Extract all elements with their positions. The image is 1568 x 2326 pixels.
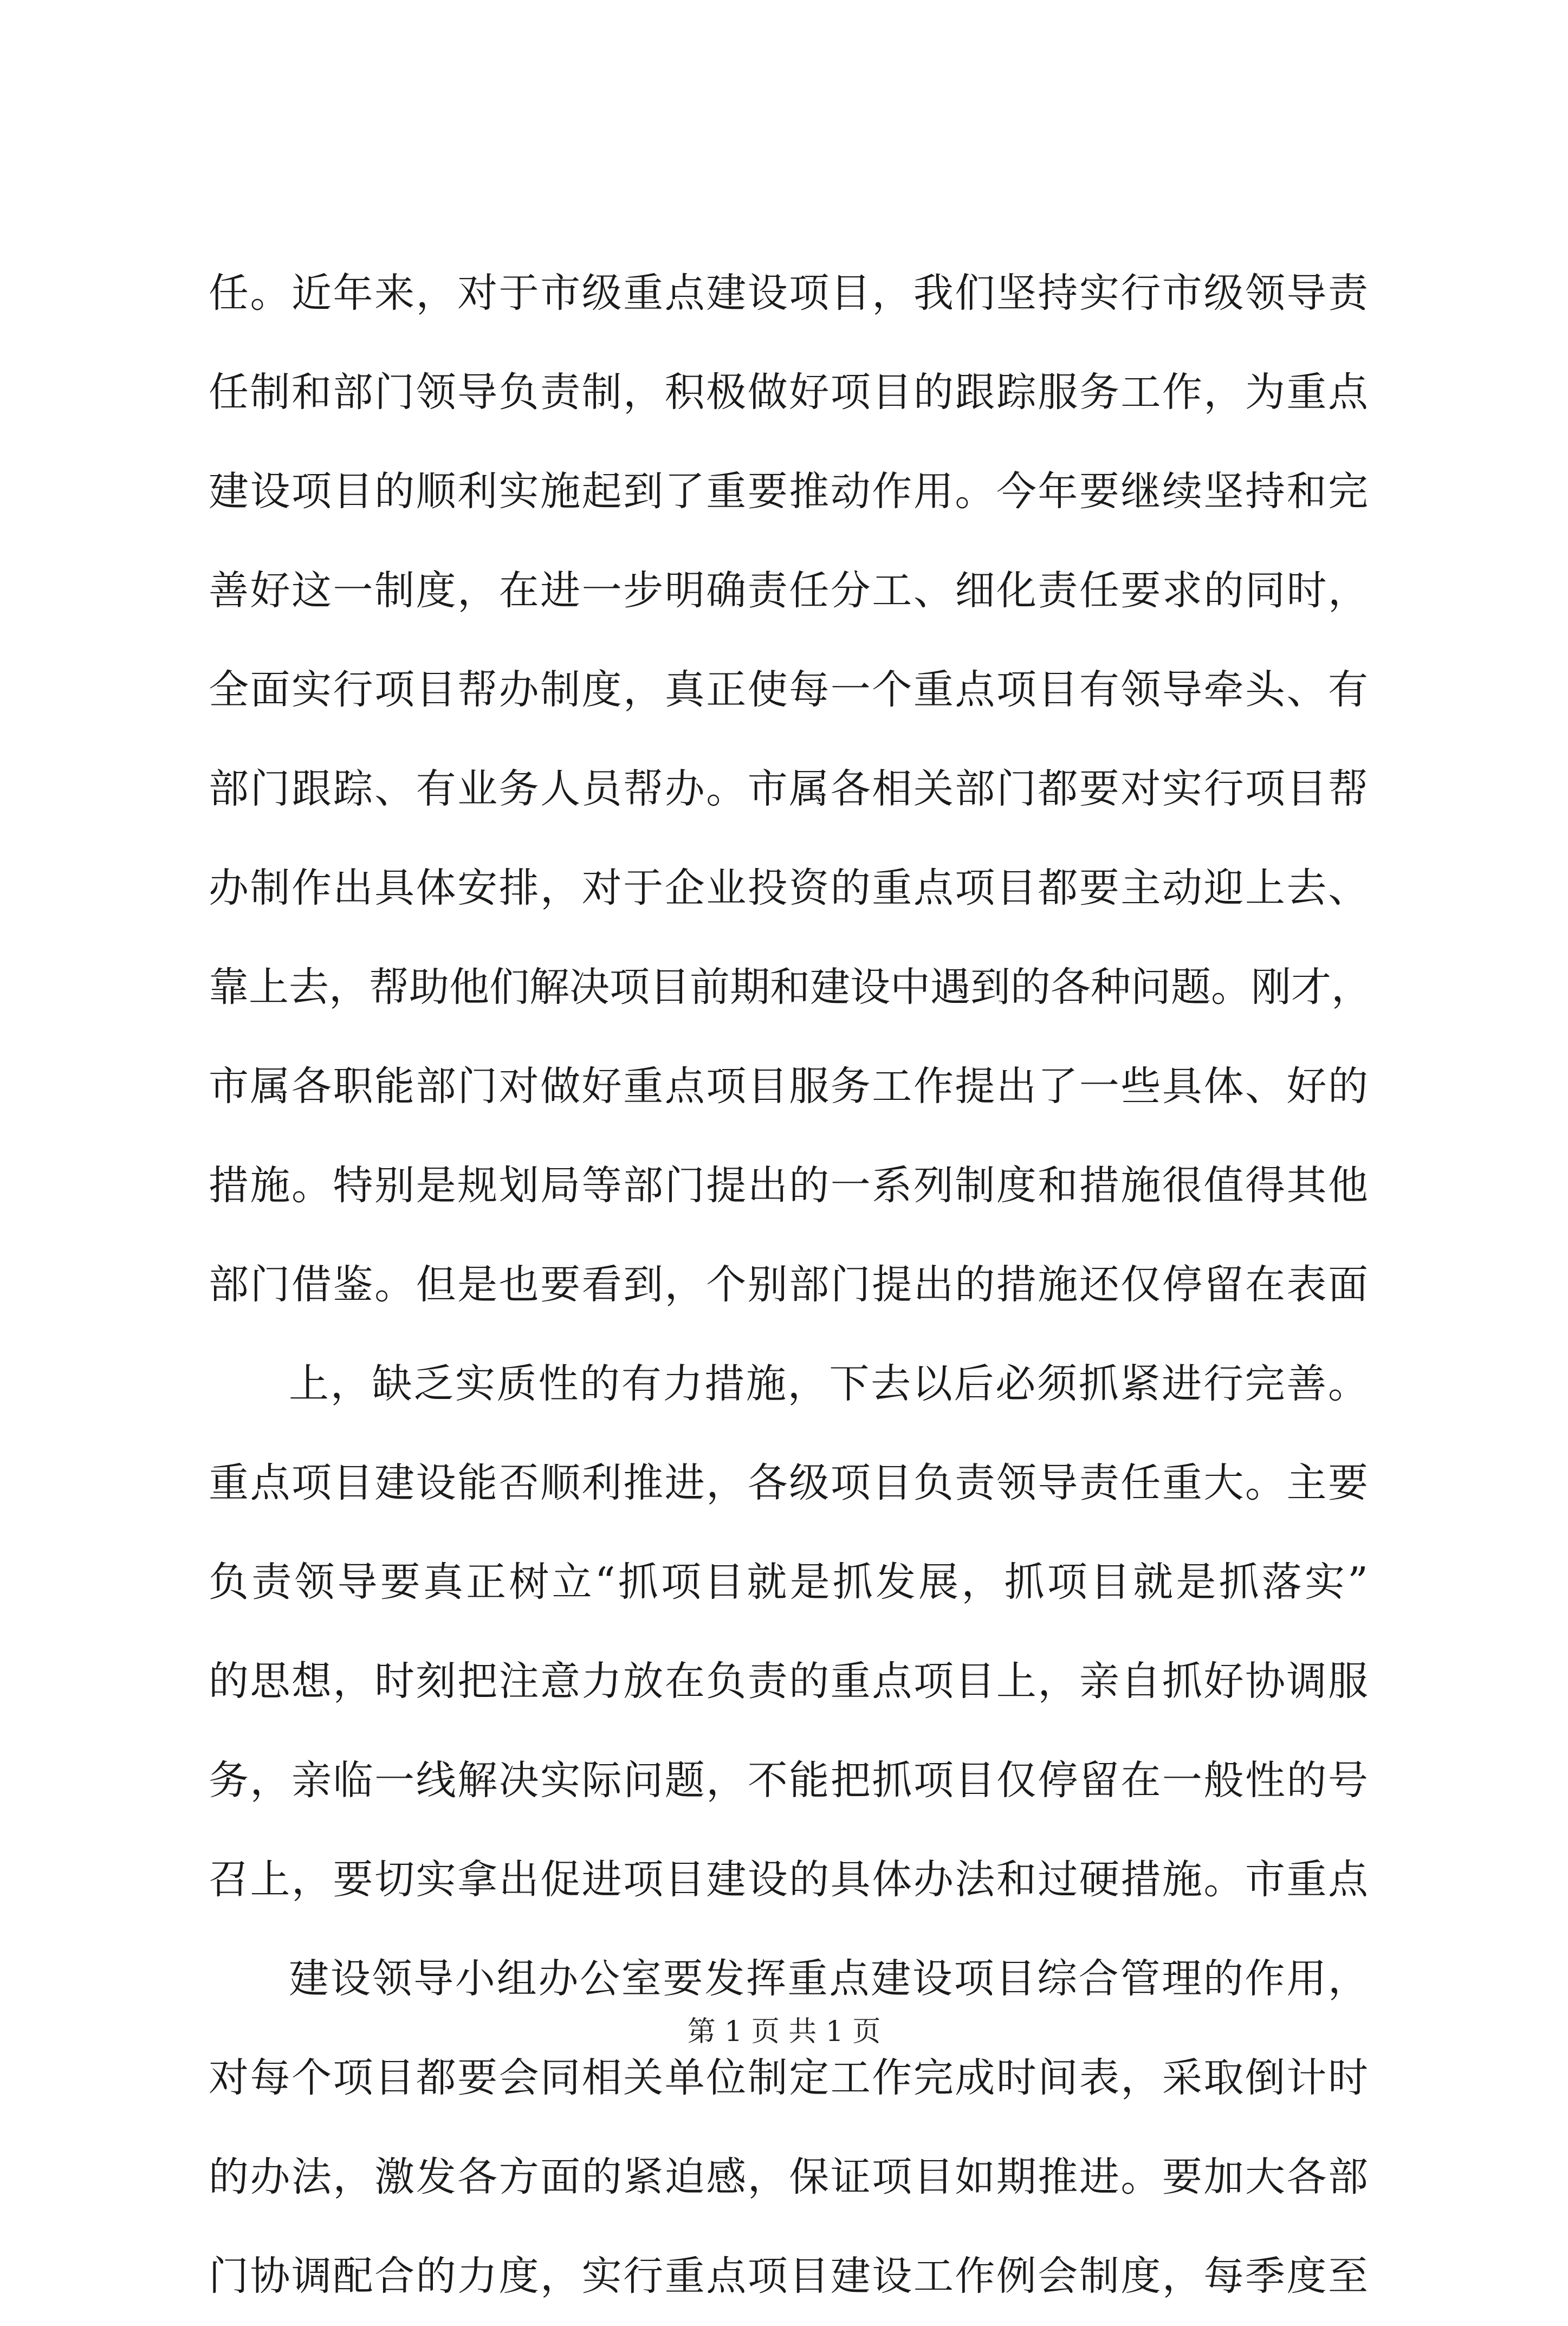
text-line: 任。近年来，对于市级重点建设项目，我们坚持实行市级领导责 (209, 270, 1368, 316)
text-line: 全面实行项目帮办制度，真正使每一个重点项目有领导牵头、有 (209, 666, 1368, 713)
text-line: 的办法，激发各方面的紧迫感，保证项目如期推进。要加大各部 (209, 2154, 1368, 2200)
page-footer (0, 2013, 1568, 2051)
text-line: 对每个项目都要会同相关单位制定工作完成时间表，采取倒计时 (209, 2055, 1368, 2101)
text-line: 靠上去，帮助他们解决项目前期和建设中遇到的各种问题。刚才， (209, 964, 1371, 1010)
text-line: 的思想，时刻把注意力放在负责的重点项目上，亲自抓好协调服 (209, 1658, 1368, 1705)
text-line: 务，亲临一线解决实际问题，不能把抓项目仅停留在一般性的号 (209, 1757, 1368, 1804)
text-line: 部门借鉴。但是也要看到，个别部门提出的措施还仅停留在表面 (209, 1261, 1368, 1308)
text-line: 任制和部门领导负责制，积极做好项目的跟踪服务工作，为重点 (209, 369, 1368, 416)
text-line: 市属各职能部门对做好重点项目服务工作提出了一些具体、好的 (209, 1063, 1368, 1110)
text-line: 重点项目建设能否顺利推进，各级项目负责领导责任重大。主要 (209, 1460, 1368, 1506)
text-line: 措施。特别是规划局等部门提出的一系列制度和措施很值得其他 (209, 1162, 1368, 1209)
text-line: 召上，要切实拿出促进项目建设的具体办法和过硬措施。市重点 (209, 1856, 1368, 1903)
text-line: 门协调配合的力度，实行重点项目建设工作例会制度，每季度至 (209, 2253, 1368, 2299)
text-line: 建设项目的顺利实施起到了重要推动作用。今年要继续坚持和完 (209, 468, 1368, 515)
page-number: 第 1 页 共 1 页 (687, 2016, 881, 2048)
text-line: 负责领导要真正树立“抓项目就是抓发展，抓项目就是抓落实” (209, 1559, 1368, 1605)
text-line: 上，缺乏实质性的有力措施，下去以后必须抓紧进行完善。 (289, 1360, 1368, 1407)
text-line: 部门跟踪、有业务人员帮办。市属各相关部门都要对实行项目帮 (209, 766, 1368, 812)
text-line: 建设领导小组办公室要发挥重点建设项目综合管理的作用， (289, 1955, 1368, 2002)
text-line: 办制作出具体安排，对于企业投资的重点项目都要主动迎上去、 (209, 865, 1368, 911)
text-line: 善好这一制度，在进一步明确责任分工、细化责任要求的同时， (209, 567, 1368, 614)
